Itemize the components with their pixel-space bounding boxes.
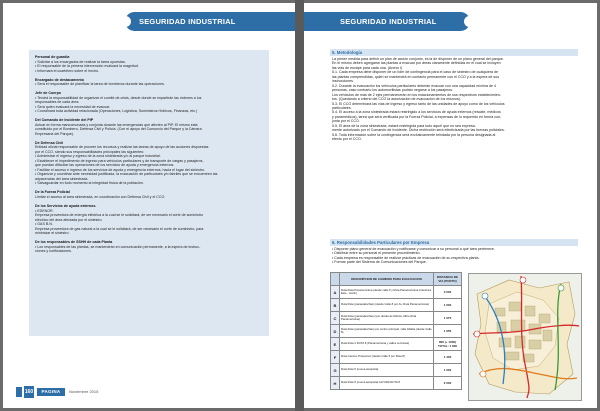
section-line: • Cada empresa es responsable de realizar prácticas de evacuación de su respectiva planta. [332,255,480,260]
block-line: • Tendrá la responsabilidad de organizar el comité de crisis, desde donde se impartirán las órdenes a los [35,95,202,100]
block-line: Empresa proveedora de energía eléctrica a la cual se le solicitará, de ser necesario el corte de suministro [35,213,203,218]
section-title: 5. Metodología [330,49,578,56]
section-line: • Disponer plano general de evacuación y notificarse y comunicar a su personal a qué área pertenece. [332,247,495,251]
route-distance: 1 650 [434,325,462,338]
page-header-title: SEGURIDAD INDUSTRIAL [340,17,437,26]
block-title: De los responsables de SSHH de cada Planta [35,240,113,245]
route-distance: 800 (+ 1000) TOTAL: 1 800 [434,338,462,351]
route-description: Ruta Ruta Panamericana (desde calle 6 y Ruta Panamericana Colectora Este - Garín) [340,286,434,299]
page-number: 160 [24,386,34,398]
route-description: Ruta Ruta 5 (nueva autopista) ALTURA RUTA 8 [340,377,434,390]
page-label: PAGINA [37,388,65,396]
content-block [35,240,263,254]
route-letter: A [331,286,340,299]
section-line: • Formar parte del Sistema de Comunicaciones del Parque. [332,260,427,265]
block-line: minimizar el siniestro. [35,231,70,236]
table-header-dist: DISTANCIA DE VIA (PUNTO) [434,273,462,286]
route-description: Ruta Ruta (paravalanchas) por centro principal, calle Alitalia (desde Calle 8) [340,325,434,338]
right-page [304,3,597,408]
block-line: • Salvaguardar en todo momento la integridad física de la población. [35,181,144,186]
route-letter: B [331,299,340,312]
content-block [35,204,263,236]
section-line: mente autorizado por el Comando de Incidente. Dicha restricción será efectivizada por las fuerzas policiales. [332,128,505,133]
section-line: particulares. [332,105,352,110]
section-line: las plantas comprendidas, quien se mantendrá en contacto permanente con el CCO y a la espera de sus [332,74,500,79]
block-line: Empresaria del Parque). [35,131,74,136]
content-block [35,118,263,136]
route-distance: 1 400 [434,351,462,364]
route-distance: 1 000 [434,364,462,377]
block-line: responsables de cada área. [35,100,80,105]
section-line: La primer medida para definir un plan de acción conjunto, es la de disponer de un plano general del parque. [332,57,504,61]
block-line: • Organizar y coordinar ante necesidad justificada, la evacuación de particulares y/o fabriles que se encuentren las [35,172,218,177]
route-description: Ruta Ruta 5 (nueva autopista) [340,364,434,377]
route-letter: F [331,351,340,364]
page-header [125,12,295,31]
section-body [330,246,578,266]
page-header-title: SEGURIDAD INDUSTRIAL [139,17,236,26]
table-row [331,286,462,299]
route-distance: 1 600 [434,299,462,312]
section-line: En el mismo deben agregarse las plantas a evacuar por áreas claramente definidas en el cual se incluyen [332,61,501,66]
block-line: ciones y notificaciones. [35,249,72,254]
route-description: Ruta Camino Protección (desde Calle 5 por Ruta 8) [340,351,434,364]
block-line: • Facilitar el acceso e ingreso de los servicios de ayuda y emergencia externos, hacia el lugar del siniestro. [35,167,206,172]
block-line: por el CCO, siendo sus responsabilidades principales las siguientes: [35,149,145,154]
block-line: • GAS B.N. [35,222,53,227]
block-line: • Será quien evaluará la necesidad de evacuar. [35,104,111,109]
block-title: De la Fuerza Policial [35,190,70,195]
section-line: 5.6. Toda información sobre la contingencia será exclusivamente brindada por la persona designada al [332,132,496,137]
content-block [35,91,263,114]
block-line: • Será el responsable de planificar la tarea de bomberos durante las operaciones. [35,82,165,87]
block-line: Entidad oficial responsable de proveer los recursos y realizar las tareas de apoyo de las acciones dispuestas [35,145,209,150]
footer-date: Noviembre 2015 [69,389,99,394]
evacuation-routes-table [330,272,462,390]
section-line: 5.4. El acceso a la zona siniestrada estará restringido a los servicios de ayuda externos (rescate, médicos [332,110,501,115]
footer-bar [16,387,22,397]
section-line: junta por el CCO. [332,119,360,124]
block-title: Del Comando de Incidente del PIP [35,118,94,123]
block-line: Limitar el acceso al área siniestrada, en coordinación con Defensa Civil y el CCO. [35,194,166,199]
route-letter: G [331,364,340,377]
section-line: 5.3. El CCO determinará las vías de ingreso y egreso tanto de las unidades de apoyo como de los vehículos [332,101,505,106]
block-line: Empresa proveedora de gas natural a la cual se le solicitará, de ser necesario el corte de suministro, para [35,226,204,231]
section-line: Los vehículos de más de 2 ejes permanecerán en los estacionamientos de sus respectivos establecimien- [332,92,501,97]
block-title: Encargado de destacamento [35,77,84,82]
block-title: De los Servicios de ayuda externos. [35,204,97,209]
block-title: De Defensa Civil [35,140,64,145]
block-title: Personal de guardia [35,55,70,59]
section-line: 5.2. Durante la evacuación los vehículos particulares deberán evacuar con una capacidad mínima de 4 [332,83,497,88]
route-letter: D [331,325,340,338]
route-distance: 3 500 [434,286,462,299]
section-title: 6. Responsabilidades Particulares por Empresa [330,239,578,246]
route-letter: C [331,312,340,325]
block-title: Jefe de Cuerpo [35,91,61,96]
route-distance: 2 000 [434,377,462,390]
block-line: • Coordinará toda actividad relacionada (Operaciones, Logística, Suministros Hídricos, Finanzas, etc.) [35,109,198,114]
park-map-icon [469,274,581,400]
route-description: Ruta Ruta 4 RUTA 8 (Panamericana y calles cercanas) [340,338,434,351]
block-line: • Establecer el impedimento de ingreso para vehículos particulares y de transporte de cargas y pasajeros, [35,158,204,163]
block-line: eléctrico del área afectada por el siniestro. [35,217,103,222]
block-line: • EDENOR. [35,208,54,213]
section-line: • Distribuir entre su personal el presente procedimiento. [332,251,421,256]
table-header-desc: DESCRIPCION DE CAMINOS PARA EVACUACION [340,273,434,286]
section-line: personas, caso contrario los automovilistas podrán negarse a los pasajeros. [332,88,454,93]
content-block [35,190,263,199]
content-block [35,55,263,73]
section-line: instrucciones. [332,79,354,84]
park-map-image [468,273,582,401]
route-distance: 1 070 [434,312,462,325]
table-header-letter [331,273,340,286]
block-line: constituido por el Bombero, Defensa Civil y Policía. (Con el apoyo del Consorcio del Parque y la Cámara [35,127,202,132]
header-circle-icon [120,16,131,27]
page-header [304,12,470,31]
block-line: adyacencias del área siniestrada. [35,176,89,181]
route-description: Ruta Ruta (paravalanchas) (por detrás de fábrica, Mitre Ruta Panamericana) [340,312,434,325]
table-row [331,325,462,338]
section-line: y paramédicos), tarea que será verificada por la Fuerza Policial, a expensas de lo requerido en forma con- [332,114,502,119]
table-row [331,364,462,377]
table-row [331,377,462,390]
content-block [35,141,263,186]
route-letter: E [331,338,340,351]
table-row [331,299,462,312]
section-line: las vías de escape para cada una. (Anexo I) [332,65,403,70]
block-line: • Administrar el ingreso y egreso de la zona siniestrada y/o al parque industrial. [35,154,161,159]
block-line: • El responsable de la primera intervención evaluará la magnitud. [35,64,139,68]
section-body [330,56,578,143]
block-line: • Solicitar a los encargados de realizar la tarea opuestas. [35,59,126,64]
route-letter: H [331,377,340,390]
page-gutter [295,0,304,411]
header-circle-icon [464,16,475,27]
route-description: Ruta Ruta (paravalanchas) (desde Calle 8 por Av. Ruta Panamericana) [340,299,434,312]
section-line: 5.5. El área de la zona siniestrada, estará restringida para todo aquel que no sea expresa- [332,123,476,128]
left-page [3,3,295,408]
block-line: • Los responsables de las plantas, se mantendrán en comunicación permanente, a la espera de instruc- [35,244,201,249]
table-row [331,351,462,364]
methodology-section [330,49,578,143]
section-line: 5.1. Cada empresa debe disponer de un líder de contingencia para el caso de siniestro de cualquiera de [332,70,499,75]
content-block [35,78,263,87]
section-line: tos. (Quedando a criterio del CCO la autorización de evacuación de los mismos). [332,97,461,102]
block-line: que puedan dificultar las operaciones de los servicios de ayuda y emergencia externos. [35,163,175,168]
table-row [331,338,462,351]
block-line: • Informará el cuartelero sobre el hecho. [35,68,99,73]
section-line: efecto por el CCO. [332,137,362,142]
block-line: Actuar en forma mancomunada y conjunta durante las emergencias que afecten al PIP. El mismo está [35,122,198,127]
procedures-box [29,50,269,336]
table-row [331,312,462,325]
responsibilities-section [330,239,578,266]
